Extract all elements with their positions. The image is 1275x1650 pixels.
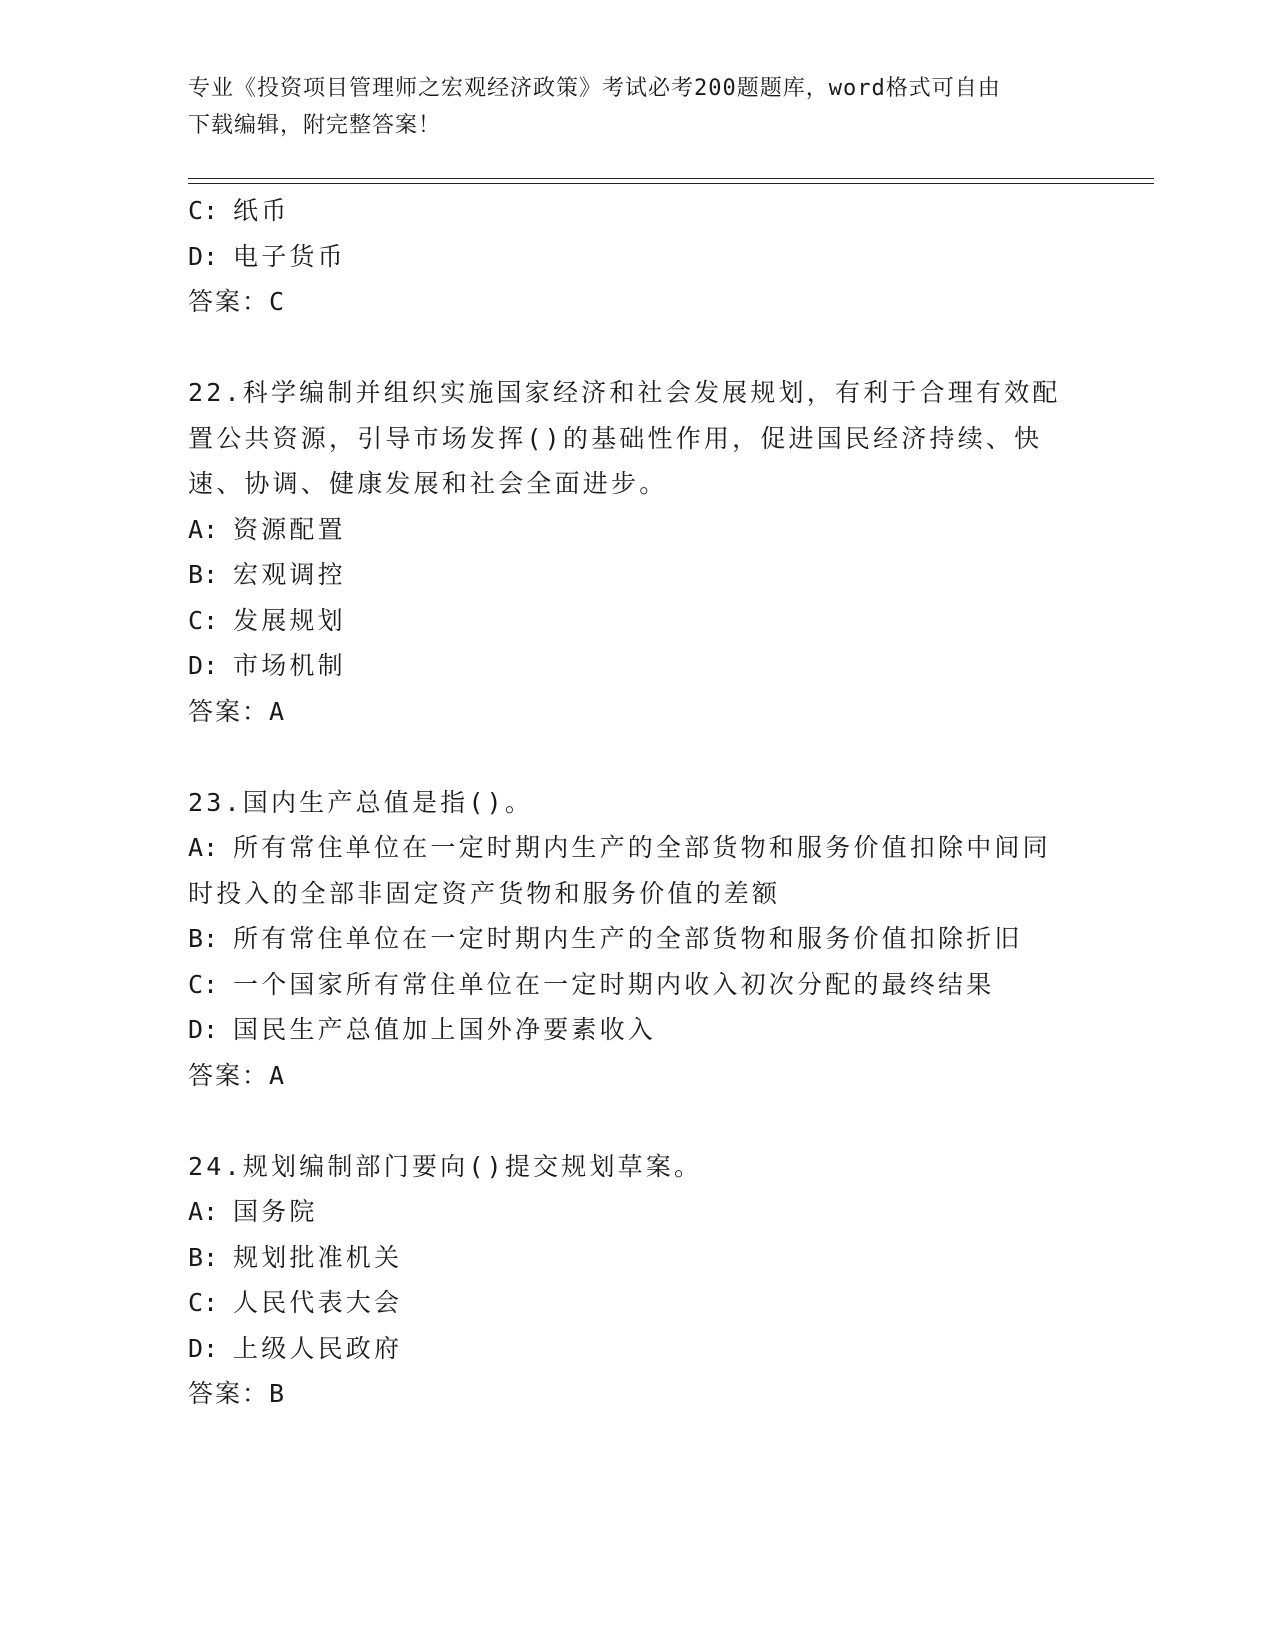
option-d (188, 1326, 1088, 1372)
answer-line: 答案：C (188, 287, 287, 316)
option-label: B: (188, 924, 219, 953)
question-22 (188, 370, 1088, 734)
option-label: D: (188, 651, 219, 680)
question-stem: 23.国内生产总值是指()。 (188, 787, 534, 817)
header-line-2: 下载编辑，附完整答案！ (188, 113, 442, 138)
option-text: 国务院 (233, 1197, 318, 1226)
question-stem: 22.科学编制并组织实施国家经济和社会发展规划，有利于合理有效配 (188, 378, 1061, 407)
spacer (188, 325, 1088, 371)
option-d (188, 643, 1088, 689)
option-label: C: (188, 196, 219, 225)
option-label: C: (188, 969, 219, 999)
option-label: A: (188, 514, 219, 544)
option-label: A: (188, 1197, 219, 1226)
header-line-1: 专业《投资项目管理师之宏观经济政策》考试必考200题题库，word格式可自由 (188, 76, 1001, 101)
option-c (188, 1280, 1088, 1326)
option-b (188, 916, 1088, 962)
option-c (188, 598, 1088, 644)
question-stem: 速、协调、健康发展和社会全面进步。 (188, 469, 668, 498)
option-text: 上级人民政府 (233, 1333, 403, 1363)
question-24 (188, 1144, 1088, 1417)
option-label: A: (188, 833, 219, 862)
option-a (188, 1189, 1088, 1235)
spacer (188, 1098, 1088, 1144)
option-text: 所有常住单位在一定时期内生产的全部货物和服务价值扣除折旧 (233, 924, 1023, 953)
option-text: 电子货币 (233, 241, 346, 271)
option-label: D: (188, 1333, 219, 1363)
question-content (188, 188, 1088, 1417)
option-text: 纸币 (233, 196, 290, 225)
option-text: 国民生产总值加上国外净要素收入 (233, 1015, 657, 1044)
answer-line: 答案：B (188, 1379, 287, 1408)
option-a (188, 507, 1088, 553)
option-text: 宏观调控 (233, 560, 346, 589)
question-23 (188, 780, 1088, 1099)
option-label: D: (188, 241, 219, 271)
option-d (188, 1007, 1088, 1053)
option-text: 人民代表大会 (233, 1288, 403, 1317)
question-stem: 24.规划编制部门要向()提交规划草案。 (188, 1151, 703, 1181)
option-text: 规划批准机关 (233, 1242, 403, 1272)
option-label: D: (188, 1015, 219, 1044)
header-divider-bottom (188, 183, 1154, 184)
option-a-continuation: 时投入的全部非固定资产货物和服务价值的差额 (188, 878, 781, 908)
document-header (188, 70, 1068, 144)
option-label: C: (188, 605, 219, 635)
option-text: 一个国家所有常住单位在一定时期内收入初次分配的最终结果 (233, 969, 995, 999)
header-divider-top (188, 178, 1154, 179)
question-stem: 置公共资源，引导市场发挥()的基础性作用，促进国民经济持续、快 (188, 423, 1043, 453)
option-text: 所有常住单位在一定时期内生产的全部货物和服务价值扣除中间同 (233, 833, 1051, 862)
option-a (188, 825, 1088, 871)
option-text: 市场机制 (233, 651, 346, 680)
option-d (188, 234, 1088, 280)
option-text: 资源配置 (233, 514, 346, 544)
option-b (188, 552, 1088, 598)
option-text: 发展规划 (233, 605, 346, 635)
option-label: B: (188, 560, 219, 589)
option-b (188, 1235, 1088, 1281)
spacer (188, 734, 1088, 780)
option-c (188, 962, 1088, 1008)
option-c (188, 188, 1088, 234)
answer-line: 答案：A (188, 696, 287, 726)
answer-line: 答案：A (188, 1060, 287, 1090)
option-label: B: (188, 1242, 219, 1272)
option-label: C: (188, 1288, 219, 1317)
